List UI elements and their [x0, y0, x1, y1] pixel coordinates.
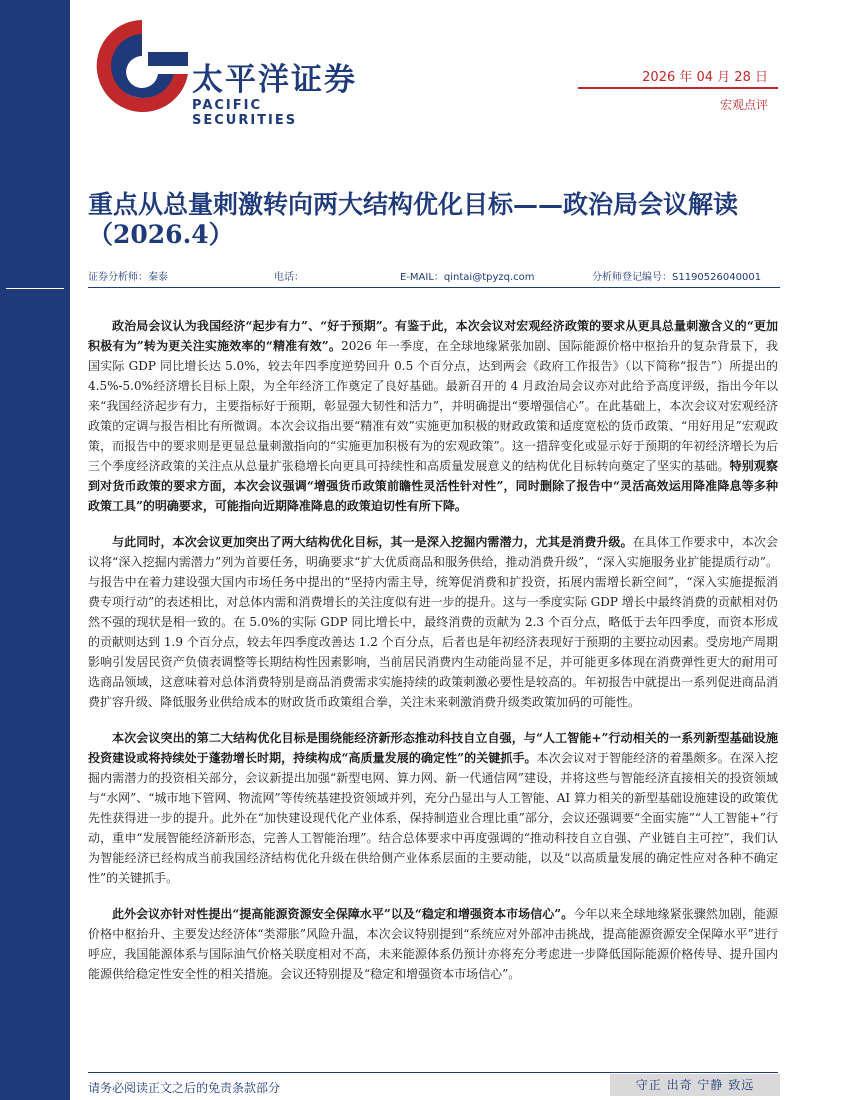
analyst-name: 证券分析师：秦泰: [88, 272, 168, 283]
sidebar-category: 宏观研究: [70, 95, 92, 179]
paragraph-2-text: 在具体工作要求中，本次会议将“深入挖掘内需潜力”列为首要任务，明确要求“扩大优质商品和服务供给，推动消费升级”，“深入实施服务业扩能提质行动”。与报告中在着力建设强大国内市场任务中提出的“坚持内需主导，统筹促消费和扩投资，拓展内需增长新空间”，“深入实施提振消费专项行动”的表述相比，对总体内需和消费增长的关注度似有进一步的提升。这与一季度实际 GDP 增长中最终消费的贡献相对仍然不强的现状是相一致的。在 5.0%的实际 GDP 同比增长中，最终消费的贡献为 2.3 个百分点，略低于去年四季度，而资本形成的贡献则达到 1.9 个百分点，较去年四季度改善达 1.2 个百分点，后者也是年初经济表现好于预期的主要拉动因素。受房地产周期影响引发居民资产负债表调整等长期结构性因素影响，当前居民消费内生动能尚显不足，并可能更多体现在消费弹性更大的耐用可选商品领域，这意味着对总体消费特别是商品消费需求实施持续的政策刺激必要性是较高的。年初报告中就提出一系列促进商品消费扩容升级、降低服务业供给成本的财政货币政策组合拳，关注未来刺激消费升级类政策加码的可能性。: [88, 535, 778, 709]
analyst-license: 分析师登记编号：S1190526040001: [592, 272, 762, 283]
sidebar-divider: [6, 288, 64, 289]
analyst-phone: 电话：: [274, 272, 304, 283]
paragraph-3-lead: 本次会议突出的第二大结构优化目标是围绕能经济新形态推动科技自立自强，与“人工智能+”行动相关的一系列新型基础设施投资建设或将持续处于蓬勃增长时期，持续构成“高质量发展的确定性”的关键抓手。: [88, 731, 778, 765]
report-body: [88, 316, 778, 1000]
paragraph-1-text: 2026 年一季度，在全球地缘紧张加剧、国际能源价格中枢抬升的复杂背景下，我国实际 GDP 同比增长达 5.0%，较去年四季度逆势回升 0.5 个百分点，达到两会《政府工作报告》（以下简称“报告”）所提出的 4.5%-5.0%经济增长目标上限，为全年经济工作奠定了良好基础。最新召开的 4 月政治局会议亦对此给予高度评级，指出今年以来“我国经济起步有力，主要指标好于预期，彰显强大韧性和活力”，并明确提出“要增强信心”。在此基础上，本次会议对宏观经济政策的定调与报告相比有所微调。本次会议指出要“精准有效”实施更加积极的财政政策和适度宽松的货币政策、“用好用足”宏观政策，而报告中的要求则是更显总量刺激指向的“实施更加积极有为的宏观政策”。这一措辞变化或显示好于预期的年初经济增长为后三个季度经济政策的关注点从总量扩张稳增长向更具可持续性和高质量发展意义的结构优化目标转向奠定了坚实的基础。: [88, 339, 778, 473]
paragraph-2: [88, 532, 778, 712]
report-date: 2026 年 04 月 28 日: [642, 70, 768, 85]
header-accent-line: [578, 87, 778, 89]
paragraph-4-text: 今年以来全球地缘紧张骤然加剧，能源价格中枢抬升、主要发达经济体“类滞胀”风险升温，本次会议特别提到“系统应对外部冲击挑战，提高能源资源安全保障水平”进行呼应，我国能源体系与国际油气价格关联度相对不高，未来能源体系仍预计亦将充分考虑进一步降低国际能源价格传导、提升国内能源供给稳定性安全性的相关措施。会议还特别提及“稳定和增强资本市场信心”。: [88, 907, 778, 981]
paragraph-3-text: 本次会议对于智能经济的着墨颇多。在深入挖掘内需潜力的投资相关部分，会议新提出加强“新型电网、算力网、新一代通信网”建设，并将这些与智能经济直接相关的投资领域与“水网”、“城市地下管网、物流网”等传统基建投资领域并列，充分凸显出与人工智能、AI 算力相关的新型基础设施建设的政策优先性获得进一步的提升。此外在“加快建设现代化产业体系，保持制造业合理比重”部分，会议还强调要“全面实施”“人工智能+”行动，重申“发展智能经济新形态，完善人工智能治理”。结合总体要求中再度强调的“推动科技自立自强、产业链自主可控”，我们认为智能经济已经构成当前我国经济结构优化升级在供给侧产业体系层面的主要动能，以及“以高质量发展的确定性应对各种不确定性”的关键抓手。: [88, 751, 778, 885]
footer-motto: 守正 出奇 宁静 致远: [610, 1074, 780, 1096]
logo-emblem-icon: [92, 12, 192, 122]
paragraph-1: [88, 316, 778, 516]
company-name-cn: 太平洋证券: [192, 62, 357, 98]
paragraph-1-highlight: 特别观察到对货币政策的要求方面，本次会议强调“增强货币政策前瞻性灵活性针对性”，同时删除了报告中“灵活高效运用降准降息等多种政策工具”的明确要求，可能指向近期降准降息的政策迫切性有所下降。: [88, 459, 778, 513]
report-type: 宏观点评: [719, 98, 768, 112]
paragraph-2-lead: 与此同时，本次会议更加突出了两大结构优化目标，其一是深入挖掘内需潜力，尤其是消费升级。: [112, 535, 633, 549]
sidebar-report-series: 太平洋证券股份有限公司证券研究报告: [69, 360, 93, 768]
footer-divider: [88, 1072, 778, 1073]
paragraph-1-lead: 政治局会议认为我国经济“起步有力”、“好于预期”。有鉴于此，本次会议对宏观经济政策的要求从更具总量刺激含义的“更加积极有为”转为更关注实施效率的“精准有效”。: [88, 319, 778, 353]
paragraph-4-lead: 此外会议亦针对性提出“提高能源资源安全保障水平”以及“稳定和增强资本市场信心”。: [112, 907, 574, 921]
footer-disclaimer: 请务必阅读正文之后的免责条款部分: [88, 1081, 281, 1095]
paragraph-3: [88, 728, 778, 888]
analyst-email[interactable]: E-MAIL：qintai@tpyzq.com: [400, 272, 535, 283]
report-title: 重点从总量刺激转向两大结构优化目标——政治局会议解读（2026.4）: [88, 190, 739, 249]
paragraph-4: [88, 904, 778, 984]
meta-divider: [88, 287, 780, 288]
company-logo: [92, 12, 372, 128]
company-name-en: PACIFIC SECURITIES: [192, 98, 298, 128]
